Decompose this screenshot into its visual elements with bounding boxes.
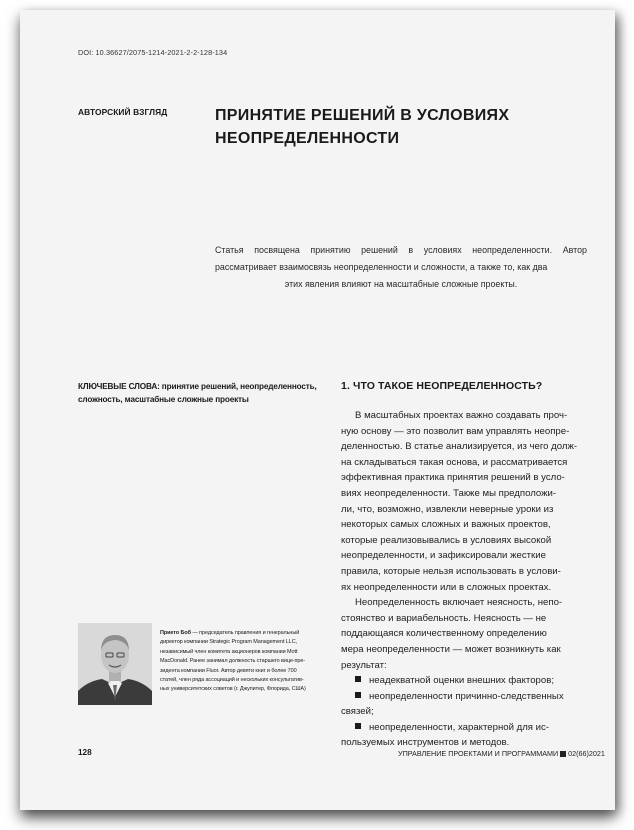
title-line: ПРИНЯТИЕ РЕШЕНИЙ В УСЛОВИЯХ [215,107,510,124]
body-line: Неопределенность включает неясность, непо- [355,597,563,609]
bio-line: зидента компании Fluor. Автор девяти книг и более 700 [160,667,297,674]
body-line: пользуемых инструментов и методов. [341,737,510,749]
section-label: АВТОРСКИЙ ВЗГЛЯД [78,107,168,117]
bio-line: — председатель правления и генеральный [190,630,300,636]
author-bio [160,629,320,695]
list-item [341,673,587,689]
bio-line: ных университетских советов (г. Джупитер, Флорида, США) [160,686,306,693]
bullet-icon [355,676,361,682]
abstract-line: рассматривает взаимосвязь неопределенности и сложности, а также то, как два [215,262,548,272]
abstract [215,242,587,293]
body-line: эффективная практика принятия решений в усло- [341,472,565,484]
keywords-line: КЛЮЧЕВЫЕ СЛОВА: принятие решений, неопределенность, [78,382,317,391]
square-separator-icon [560,751,566,757]
journal-footer [398,749,605,758]
body-line: ли, что, возможно, извлекли неверные уроки из [341,503,554,515]
body-line: на складываться такая основа, и рассматривается [341,456,568,468]
list-item [341,689,587,705]
body-line: связей; [341,706,374,718]
abstract-line: Статья посвящена принятию решений в условиях неопределенности. Автор [215,245,587,255]
body-line: некоторых самых сложных и важных проектов, [341,519,551,531]
body-line: неопределенности, и зафиксировали жесткие [341,550,546,562]
page-number: 128 [78,748,92,757]
journal-name: УПРАВЛЕНИЕ ПРОЕКТАМИ И ПРОГРАММАМИ [398,749,559,758]
body-line: ную основу — это позволит вам управлять неопре- [341,425,570,437]
body-line: которые реализовывались в условиях высокой [341,534,552,546]
abstract-line: этих явления влияют на масштабные сложные проекты. [284,279,518,289]
keywords [78,381,328,406]
journal-issue: 02(66)2021 [568,749,605,758]
bullet-icon [355,692,361,698]
keywords-line: сложность, масштабные сложные проекты [78,394,249,404]
bio-line: независимый член комитета акционеров компании Mott [160,648,298,655]
body-line: В масштабных проектах важно создавать проч- [355,410,568,421]
title-line: НЕОПРЕДЕЛЕННОСТИ [215,130,400,147]
list-item-text: неадекватной оценки внешних факторов; [369,675,554,687]
body-line: стоянство и вариабельность. Неясность — не [341,612,547,624]
body-line: ях неопределенности или в сложных проектах. [341,581,552,593]
list-item-text: неопределенности причинно-следственных [369,690,564,702]
body-line: мера неопределенности — может возникнуть как [341,643,561,655]
list-item [341,720,587,736]
bio-line: статей, член ряда ассоциаций и нескольких консультатив- [160,677,304,684]
bullet-icon [355,723,361,729]
body-text [341,408,587,751]
body-line: поддающаяся количественному определению [341,628,547,640]
body-line: деленностью. В статье анализируется, из чего долж- [341,441,578,453]
author-photo [78,623,152,705]
article-title [215,104,555,150]
author-name: Прието Боб [160,630,191,636]
bio-line: директор компании Strategic Program Management LLC, [160,639,298,646]
doi: DOI: 10.36627/2075-1214-2021-2-2-128-134 [78,48,228,57]
bio-line: MacDonald. Ранее занимал должность старшего вице-пре- [160,658,306,665]
journal-page [20,10,615,810]
section-heading: 1. ЧТО ТАКОЕ НЕОПРЕДЕЛЕННОСТЬ? [341,380,543,392]
list-item-text: неопределенности, характерной для ис- [369,721,550,733]
body-line: виях неопределенности. Также мы предположи- [341,487,557,499]
body-line: результат: [341,659,387,671]
body-line: правила, которые нельзя использовать в услови- [341,565,561,577]
